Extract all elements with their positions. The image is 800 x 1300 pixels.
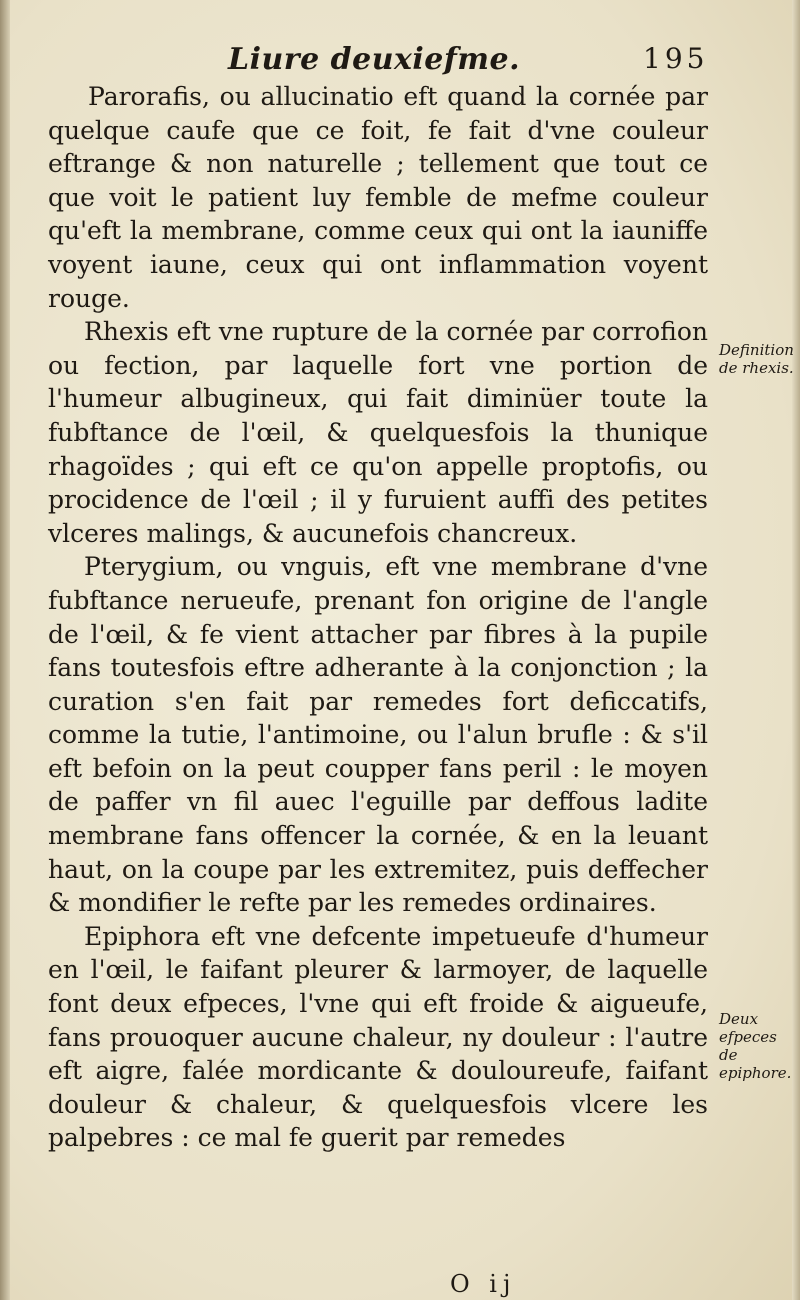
paragraph-epiphora: Epiphora eft vne defcente impetueufe d'humeur en l'œil, le faifant pleurer & larmoyer, de laquelle font deux efpeces, l'vne qui eft froide & aigueufe, fans prouoquer aucune chaleur, ny douleur : l'autre eft aigre, falée mordicante & douloureufe, faifant douleur & chaleur, & quelquesfois vlcere les palpebres : ce mal fe guerit par remedes bbox=[48, 921, 708, 1153]
page-header bbox=[0, 42, 800, 82]
paragraph-pterygium: Pterygium, ou vnguis, eft vne membrane d'vne fubftance nerueufe, prenant fon origine de l'angle de l'œil, & fe vient attacher par fibres à la pupile fans toutesfois eftre adherante à la conjonction ; la curation s'en fait par remedes fort deficcatifs, comme la tutie, l'antimoine, ou l'alun brufle : & s'il eft befoin on la peut coupper fans peril : le moyen de paffer vn fil auec l'eguille par deffous ladite membrane fans offencer la cornée, & en la leuant haut, on la coupe par les extremitez, puis deffecher & mondifier le refte par les remedes ordinaires. bbox=[48, 552, 708, 918]
running-title: Liure deuxiefme. bbox=[228, 42, 521, 77]
margin-note-epiphora: Deux efpeces de epiphore. bbox=[719, 1010, 792, 1082]
page-number: 195 bbox=[643, 42, 709, 75]
margin-note-rhexis: Definition de rhexis. bbox=[719, 341, 794, 377]
paragraph-parorasis: Parorafis, ou allucinatio eft quand la cornée par quelque caufe que ce foit, fe fait d'vne couleur eftrange & non naturelle ; tellement que tout ce que voit le patient luy femble de mefme couleur qu'eft la membrane, comme ceux qui ont la iauniffe voyent iaune, ceux qui ont inflammation voyent rouge. bbox=[48, 82, 708, 313]
signature-mark: O ij bbox=[450, 1270, 517, 1298]
body-text bbox=[48, 80, 708, 1155]
page-edge bbox=[792, 0, 800, 1300]
page-gutter bbox=[0, 0, 10, 1300]
paragraph-rhexis: Rhexis eft vne rupture de la cornée par corrofion ou fection, par laquelle fort vne portion de l'humeur albugineux, qui fait diminüer toute la fubftance de l'œil, & quelquesfois la thunique rhagoïdes ; qui eft ce qu'on appelle proptofis, ou procidence de l'œil ; il y furuient auffi des petites vlceres malings, & aucunefois chancreux. bbox=[48, 317, 708, 548]
